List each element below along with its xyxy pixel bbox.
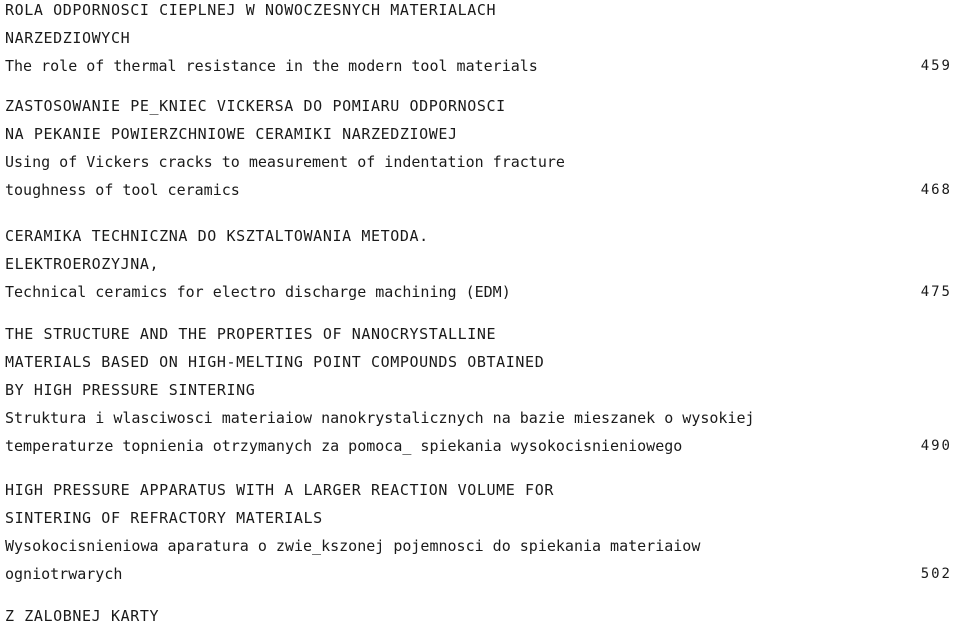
- entry-title-line: ZASTOSOWANIE PE_KNIEC VICKERSA DO POMIARU ODPORNOSCI: [5, 97, 506, 115]
- entry-subtitle-line: Wysokocisnieniowa aparatura o zwie_kszonej pojemnosci do spiekania materiaiow: [5, 537, 701, 555]
- toc-entry-5: [5, 476, 955, 588]
- page-number: 475: [920, 284, 952, 300]
- entry-subtitle-line: Technical ceramics for electro discharge machining (EDM): [5, 283, 511, 301]
- toc-entry-2: [5, 92, 955, 204]
- entry-subtitle-line: ogniotrwarych: [5, 565, 123, 583]
- entry-subtitle-line: toughness of tool ceramics: [5, 181, 240, 199]
- entry-title-line: Z ZALOBNEJ KARTY: [5, 607, 160, 625]
- entry-title-line: ELEKTROEROZYJNA,: [5, 255, 160, 273]
- entry-title-line: NA PEKANIE POWIERZCHNIOWE CERAMIKI NARZEDZIOWEJ: [5, 125, 458, 143]
- entry-title-line: ROLA ODPORNOSCI CIEPLNEJ W NOWOCZESNYCH MATERIALACH: [5, 1, 497, 19]
- entry-subtitle-line: Using of Vickers cracks to measurement of indentation fracture: [5, 153, 565, 171]
- entry-title-line: CERAMIKA TECHNICZNA DO KSZTALTOWANIA METODA.: [5, 227, 429, 245]
- entry-title-line: THE STRUCTURE AND THE PROPERTIES OF NANOCRYSTALLINE: [5, 325, 497, 343]
- toc-entry-4: [5, 320, 955, 460]
- entry-title-line: BY HIGH PRESSURE SINTERING: [5, 381, 256, 399]
- page-number: 459: [920, 58, 952, 74]
- entry-subtitle-line: The role of thermal resistance in the modern tool materials: [5, 57, 538, 75]
- page-number: 490: [920, 438, 952, 454]
- page-number: 468: [920, 182, 952, 198]
- entry-title-line: MATERIALS BASED ON HIGH-MELTING POINT COMPOUNDS OBTAINED: [5, 353, 545, 371]
- entry-title-line: NARZEDZIOWYCH: [5, 29, 131, 47]
- entry-subtitle-line: Struktura i wlasciwosci materiaiow nanokrystalicznych na bazie mieszanek o wysokiej: [5, 409, 755, 427]
- page-number: 502: [920, 566, 952, 582]
- toc-entry-1: [5, 0, 955, 80]
- entry-subtitle-line: temperaturze topnienia otrzymanych za pomoca_ spiekania wysokocisnieniowego: [5, 437, 683, 455]
- entry-title-line: HIGH PRESSURE APPARATUS WITH A LARGER REACTION VOLUME FOR: [5, 481, 554, 499]
- toc-entry-3: [5, 222, 955, 306]
- entry-title-line: SINTERING OF REFRACTORY MATERIALS: [5, 509, 323, 527]
